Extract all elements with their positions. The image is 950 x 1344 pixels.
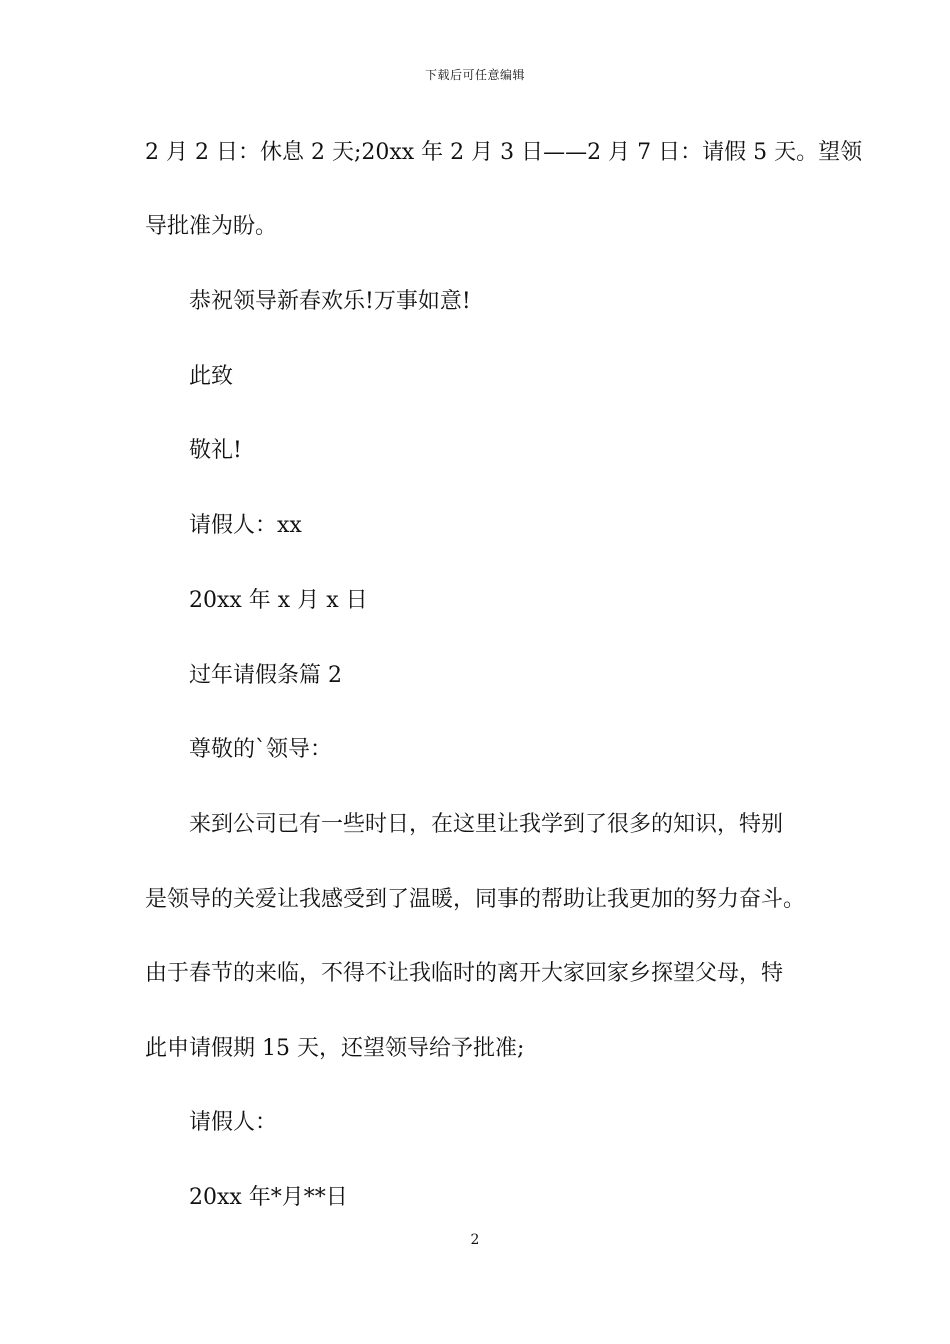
- page-number: 2: [470, 1232, 480, 1248]
- paragraph-line-2: 是领导的关爱让我感受到了温暖，同事的帮助让我更加的努力奋斗。: [145, 887, 806, 912]
- section-title: 过年请假条篇 2: [189, 663, 342, 688]
- date-line: 20xx 年 x 月 x 日: [189, 588, 368, 613]
- body-line-2: 导批准为盼。: [145, 214, 278, 239]
- applicant-line: 请假人：xx: [189, 513, 302, 538]
- greeting-line: 恭祝领导新春欢乐!万事如意!: [189, 289, 471, 314]
- page-header: 下载后可任意编辑: [424, 68, 525, 82]
- body-line-1: 2 月 2 日：休息 2 天;20xx 年 2 月 3 日——2 月 7 日：请假 5 天。望领: [145, 140, 863, 165]
- closing-line-1: 此致: [189, 364, 234, 389]
- applicant-line-2: 请假人：: [189, 1110, 278, 1135]
- paragraph-line-1: 来到公司已有一些时日，在这里让我学到了很多的知识，特别: [189, 812, 784, 837]
- salutation-line: 尊敬的`领导：: [189, 737, 333, 762]
- paragraph-line-3: 由于春节的来临，不得不让我临时的离开大家回家乡探望父母，特: [145, 961, 784, 986]
- date-line-2: 20xx 年*月**日: [189, 1185, 348, 1210]
- closing-line-2: 敬礼!: [189, 438, 242, 463]
- paragraph-line-4: 此申请假期 15 天，还望领导给予批准;: [145, 1036, 525, 1061]
